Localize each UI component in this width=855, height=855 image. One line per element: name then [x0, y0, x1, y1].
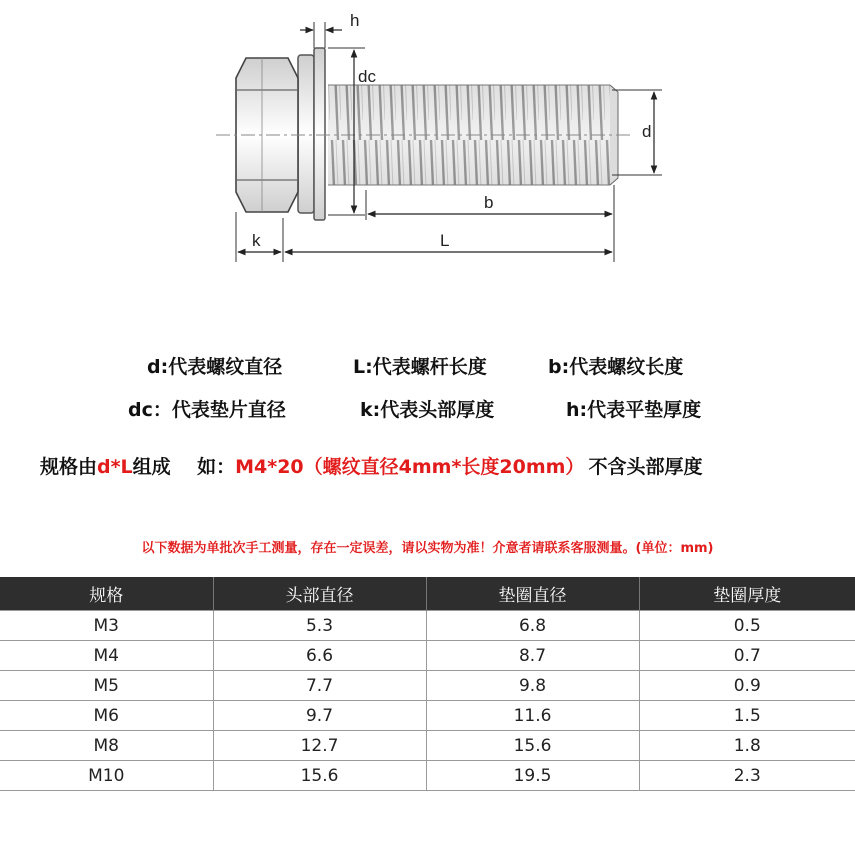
- label-k: k: [252, 231, 261, 250]
- legend-L: L:代表螺杆长度: [353, 356, 487, 378]
- table-cell: 19.5: [426, 761, 639, 791]
- header-washer-thickness: 垫圈厚度: [639, 577, 855, 611]
- table-cell: 6.6: [213, 641, 426, 671]
- table-row: [0, 611, 855, 641]
- table-row: [0, 761, 855, 791]
- spec-mid: 组成 如：: [132, 456, 236, 478]
- table-cell: M8: [0, 731, 213, 761]
- table-cell: 8.7: [426, 641, 639, 671]
- table-cell: 15.6: [426, 731, 639, 761]
- table-cell: 1.8: [639, 731, 855, 761]
- legend-h: h:代表平垫厚度: [566, 399, 702, 421]
- table-cell: M6: [0, 701, 213, 731]
- table-cell: 9.7: [213, 701, 426, 731]
- table-cell: M10: [0, 761, 213, 791]
- table-cell: 11.6: [426, 701, 639, 731]
- header-spec: 规格: [0, 577, 213, 611]
- header-head-diameter: 头部直径: [213, 577, 426, 611]
- table-row: [0, 701, 855, 731]
- spec-prefix: 规格由: [40, 456, 98, 478]
- table-cell: 2.3: [639, 761, 855, 791]
- spec-suffix: 不含头部厚度: [588, 456, 703, 478]
- legend-d: d:代表螺纹直径: [147, 356, 283, 378]
- header-washer-diameter: 垫圈直径: [426, 577, 639, 611]
- table-cell: 0.7: [639, 641, 855, 671]
- table-cell: 0.9: [639, 671, 855, 701]
- measurement-notice: 以下数据为单批次手工测量，存在一定误差，请以实物为准！介意者请联系客服测量。(单位：mm): [141, 541, 714, 556]
- table-cell: M4: [0, 641, 213, 671]
- spec-example: M4*20（螺纹直径4mm*长度20mm）: [235, 456, 585, 478]
- legend-k: k:代表头部厚度: [360, 399, 495, 421]
- spec-formula: d*L: [97, 456, 133, 478]
- table-cell: M3: [0, 611, 213, 641]
- table-cell: 15.6: [213, 761, 426, 791]
- table-cell: 1.5: [639, 701, 855, 731]
- table-row: [0, 641, 855, 671]
- table-cell: 12.7: [213, 731, 426, 761]
- label-dc: dc: [358, 67, 376, 86]
- table-cell: 5.3: [213, 611, 426, 641]
- label-b: b: [484, 193, 494, 212]
- table-row: [0, 671, 855, 701]
- bolt-diagram: [0, 0, 855, 320]
- table-cell: M5: [0, 671, 213, 701]
- legend-b: b:代表螺纹长度: [548, 356, 684, 378]
- table-cell: 0.5: [639, 611, 855, 641]
- spec-format-line: [40, 452, 702, 479]
- table-cell: 9.8: [426, 671, 639, 701]
- spec-table: [0, 577, 855, 791]
- table-row: [0, 731, 855, 761]
- legend-dc: dc：代表垫片直径: [128, 399, 286, 421]
- label-h: h: [350, 11, 360, 30]
- table-header-row: [0, 577, 855, 611]
- washer-set: [298, 48, 325, 220]
- label-d: d: [642, 122, 652, 141]
- table-cell: 6.8: [426, 611, 639, 641]
- table-cell: 7.7: [213, 671, 426, 701]
- label-L: L: [440, 231, 450, 250]
